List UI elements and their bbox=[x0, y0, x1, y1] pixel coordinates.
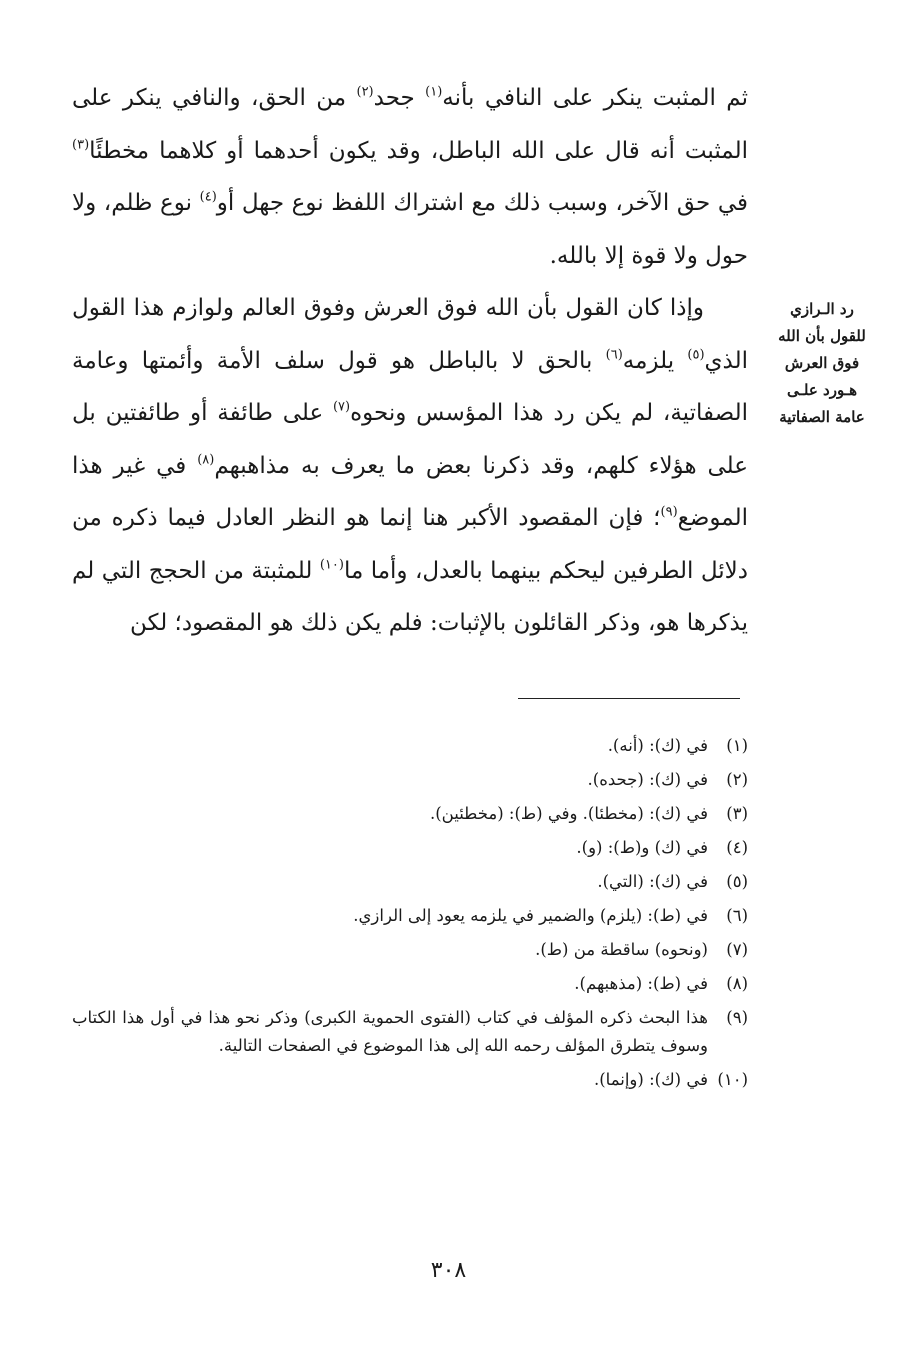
footnote-ref[interactable]: (١٠) bbox=[319, 556, 344, 572]
footnote-ref[interactable]: (٣) bbox=[72, 136, 90, 152]
footnote-number: (٧) bbox=[726, 940, 748, 959]
paragraph-text: ؛ فإن المقصود الأكبر هنا إنما هو النظر العادل فيما ذكره من دلائل الطرفين ليحكم بينهما بالعدل، وأما ما bbox=[72, 505, 748, 584]
footnote-text: في (ك): (أنه). bbox=[607, 736, 708, 755]
page-number: ٣٠٨ bbox=[430, 1258, 467, 1283]
footnote-text: في (ك): (التي). bbox=[597, 872, 708, 891]
footnote-separator bbox=[518, 698, 740, 699]
paragraph-text: بالحق لا بالباطل هو قول سلف الأمة وأئمتها وعامة الصفاتية، لم يكن رد هذا المؤسس ونحوه bbox=[72, 347, 748, 426]
paragraph-text: على طائفة أو طائفتين بل على هؤلاء كلهم، وقد ذكرنا بعض ما يعرف به مذاهبهم bbox=[72, 400, 749, 479]
paragraph-text: وإذا كان القول بأن الله فوق العرش وفوق العالم ولوازم هذا القول الذي bbox=[72, 295, 749, 374]
margin-note-line: رد الـرازي bbox=[790, 300, 854, 318]
footnote bbox=[72, 766, 748, 794]
footnote bbox=[72, 732, 748, 760]
footnote-ref[interactable]: (٧) bbox=[332, 399, 351, 415]
body-paragraph-2 bbox=[72, 282, 748, 650]
paragraph-text: للمثبتة من الحجج التي لم يذكرها هو، وذكر القائلون بالإثبات: فلم يكن ذلك هو المقصود؛ لكن bbox=[72, 557, 748, 636]
margin-note-line: عامة الصفاتية bbox=[779, 408, 865, 426]
paragraph-text: من الحق، والنافي ينكر على المثبت أنه قال على الله الباطل، وقد يكون أحدهما أو كلاهما مخطئًا bbox=[72, 85, 748, 164]
footnote-ref[interactable]: (١) bbox=[425, 84, 443, 100]
footnote-text: هذا البحث ذكره المؤلف في كتاب (الفتوى الحموية الكبرى) وذكر نحو هذا في أول هذا الكتاب وسوف يتطرق المؤلف رحمه الله إلى هذا الموضوع في الصفحات التالية. bbox=[72, 1008, 708, 1055]
footnote bbox=[72, 936, 748, 964]
footnote-number: (١) bbox=[726, 736, 748, 755]
footnote-ref[interactable]: (٥) bbox=[687, 346, 705, 362]
paragraph-text: جحد bbox=[373, 85, 426, 111]
margin-note-line: فوق العرش bbox=[784, 354, 860, 372]
footnote-ref[interactable]: (٩) bbox=[660, 504, 678, 520]
footnote bbox=[72, 800, 748, 828]
footnote bbox=[72, 868, 748, 896]
footnote bbox=[72, 902, 748, 930]
footnote bbox=[72, 1066, 748, 1094]
footnote-text: في (ك): (وإنما). bbox=[594, 1070, 708, 1089]
footnote bbox=[72, 970, 748, 998]
paragraph-text: يلزمه bbox=[622, 347, 688, 374]
footnote-number: (٣) bbox=[726, 804, 748, 823]
footnote-text: في (ك) و(ط): (و). bbox=[576, 838, 708, 857]
footnote-number: (٤) bbox=[726, 838, 748, 857]
margin-note bbox=[760, 296, 884, 431]
footnote-number: (٩) bbox=[726, 1008, 748, 1027]
footnote-number: (٥) bbox=[726, 872, 748, 891]
paragraph-text: في حق الآخر، وسبب ذلك مع اشتراك اللفظ نوع جهل أو bbox=[216, 190, 748, 216]
footnote-number: (١٠) bbox=[717, 1070, 748, 1089]
footnote-number: (٨) bbox=[726, 974, 748, 993]
paragraph-text: في غير هذا الموضع bbox=[72, 452, 748, 531]
footnote-ref[interactable]: (٢) bbox=[356, 84, 374, 100]
footnote bbox=[72, 834, 748, 862]
body-paragraph-1 bbox=[72, 72, 748, 282]
footnote-text: في (ك): (جحده). bbox=[587, 770, 708, 789]
paragraph-text: ثم المثبت ينكر على النافي بأنه bbox=[442, 85, 748, 111]
footnote-text: في (ط): (مذهبهم). bbox=[574, 974, 708, 993]
footnote-ref[interactable]: (٨) bbox=[197, 451, 215, 467]
footnote bbox=[72, 1004, 748, 1060]
margin-note-line: هـورد علـى bbox=[786, 381, 857, 399]
footnote-text: (ونحوه) ساقطة من (ط). bbox=[535, 940, 708, 959]
footnote-number: (٢) bbox=[726, 770, 748, 789]
footnote-number: (٦) bbox=[726, 906, 748, 925]
footnote-ref[interactable]: (٦) bbox=[605, 346, 623, 362]
footnote-text: في (ك): (مخطئا). وفي (ط): (مخطئين). bbox=[429, 804, 708, 823]
footnote-text: في (ط): (يلزم) والضمير في يلزمه يعود إلى الرازي. bbox=[353, 906, 708, 925]
footnote-ref[interactable]: (٤) bbox=[199, 189, 217, 205]
footnotes-list bbox=[72, 732, 748, 1100]
margin-note-line: للقول بأن الله bbox=[778, 327, 866, 345]
paragraph-text: نوع ظلم، ولا حول ولا قوة إلا بالله. bbox=[72, 190, 748, 269]
